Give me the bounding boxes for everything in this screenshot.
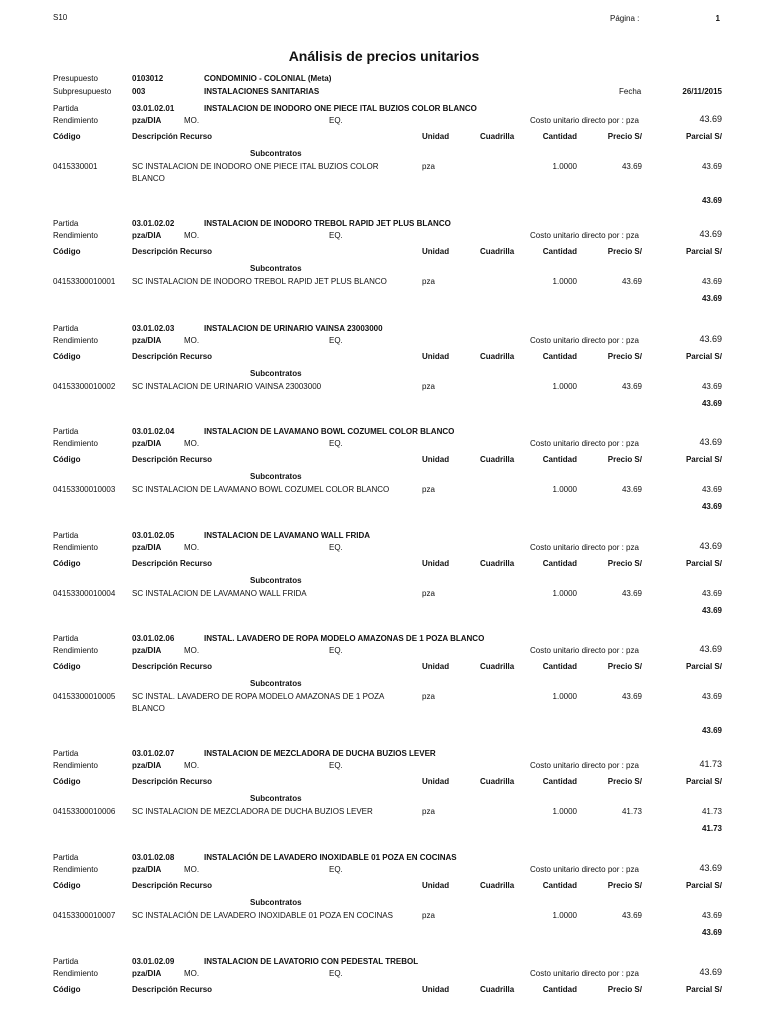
rendimiento-label: Rendimiento xyxy=(53,336,98,345)
col-codigo: Código xyxy=(53,455,81,464)
subcontratos-label: Subcontratos xyxy=(250,472,302,481)
col-cantidad: Cantidad xyxy=(542,132,577,141)
col-cuadrilla: Cuadrilla xyxy=(480,881,515,890)
resource-cantidad: 1.0000 xyxy=(552,911,577,920)
costo-unitario-label xyxy=(530,866,639,874)
col-precio: Precio S/ xyxy=(607,777,642,786)
resource-cantidad: 1.0000 xyxy=(552,277,577,286)
col-descripcion: Descripción Recurso xyxy=(132,881,213,890)
col-cuadrilla: Cuadrilla xyxy=(480,352,515,361)
col-parcial: Parcial S/ xyxy=(685,881,722,890)
col-unidad: Unidad xyxy=(422,455,450,464)
col-cantidad: Cantidad xyxy=(542,352,577,361)
col-descripcion: Descripción Recurso xyxy=(132,247,213,256)
col-cuadrilla: Cuadrilla xyxy=(480,985,515,994)
col-codigo: Código xyxy=(53,132,81,141)
resource-unit: pza xyxy=(422,589,435,598)
partida-title: INSTALACION DE LAVATORIO CON PEDESTAL TREBOL xyxy=(204,957,419,966)
col-codigo: Código xyxy=(53,247,81,256)
rendimiento-unit: pza/DIA xyxy=(132,865,162,874)
resource-unit: pza xyxy=(422,807,435,816)
costo-unitario-value: 43.69 xyxy=(699,334,722,344)
resource-description-cont: BLANCO xyxy=(132,704,165,713)
rendimiento-unit: pza/DIA xyxy=(132,761,162,770)
partida-label: Partida xyxy=(53,324,79,333)
partida-code: 03.01.02.07 xyxy=(132,749,175,758)
subcontratos-label: Subcontratos xyxy=(250,264,302,273)
col-codigo: Código xyxy=(53,881,81,890)
costo-unit: pza xyxy=(626,116,639,125)
rendimiento-unit: pza/DIA xyxy=(132,969,162,978)
partida-title: INSTALACIÓN DE LAVADERO INOXIDABLE 01 POZA EN COCINAS xyxy=(204,853,457,862)
partida-block xyxy=(0,325,768,425)
partida-code: 03.01.02.03 xyxy=(132,324,175,333)
costo-unit: pza xyxy=(626,543,639,552)
resource-parcial: 43.69 xyxy=(701,162,722,171)
resource-precio: 43.69 xyxy=(621,162,642,171)
col-unidad: Unidad xyxy=(422,881,450,890)
partida-label: Partida xyxy=(53,853,79,862)
partida-block xyxy=(0,958,768,1024)
costo-unitario-value: 43.69 xyxy=(699,229,722,239)
partida-block xyxy=(0,220,768,320)
resource-description: SC INSTALACION DE LAVAMANO BOWL COZUMEL COLOR BLANCO xyxy=(132,485,390,494)
resource-unit: pza xyxy=(422,162,435,171)
resource-precio: 43.69 xyxy=(621,589,642,598)
resource-code: 0415330001 xyxy=(53,162,98,171)
presupuesto-label: Presupuesto xyxy=(53,74,98,83)
col-unidad: Unidad xyxy=(422,559,450,568)
partida-title: INSTALACION DE MEZCLADORA DE DUCHA BUZIOS LEVER xyxy=(204,749,436,758)
resource-unit: pza xyxy=(422,911,435,920)
col-cantidad: Cantidad xyxy=(542,985,577,994)
rendimiento-label: Rendimiento xyxy=(53,969,98,978)
col-cuadrilla: Cuadrilla xyxy=(480,559,515,568)
resource-cantidad: 1.0000 xyxy=(552,692,577,701)
resource-code: 04153300010005 xyxy=(53,692,116,701)
partida-block xyxy=(0,428,768,528)
col-unidad: Unidad xyxy=(422,777,450,786)
resource-parcial: 41.73 xyxy=(701,807,722,816)
costo-prefix: Costo unitario directo por : xyxy=(530,336,627,345)
resource-parcial: 43.69 xyxy=(701,277,722,286)
costo-unitario-value: 43.69 xyxy=(699,644,722,654)
col-cantidad: Cantidad xyxy=(542,777,577,786)
costo-unitario-value: 43.69 xyxy=(699,437,722,447)
rendimiento-unit: pza/DIA xyxy=(132,439,162,448)
resource-unit: pza xyxy=(422,692,435,701)
costo-unitario-label xyxy=(530,762,639,770)
resource-cantidad: 1.0000 xyxy=(552,485,577,494)
partida-title: INSTAL. LAVADERO DE ROPA MODELO AMAZONAS DE 1 POZA BLANCO xyxy=(204,634,485,643)
rendimiento-unit: pza/DIA xyxy=(132,646,162,655)
resource-precio: 41.73 xyxy=(621,807,642,816)
partida-code: 03.01.02.05 xyxy=(132,531,175,540)
resource-unit: pza xyxy=(422,485,435,494)
costo-unitario-label xyxy=(530,440,639,448)
partida-title: INSTALACION DE INODORO ONE PIECE ITAL BUZIOS COLOR BLANCO xyxy=(204,104,477,113)
rendimiento-unit: pza/DIA xyxy=(132,231,162,240)
resource-code: 04153300010003 xyxy=(53,485,116,494)
costo-unit: pza xyxy=(626,439,639,448)
col-parcial: Parcial S/ xyxy=(685,985,722,994)
subpresupuesto-code: 003 xyxy=(132,87,146,96)
subcontratos-label: Subcontratos xyxy=(250,576,302,585)
col-parcial: Parcial S/ xyxy=(685,662,722,671)
costo-unitario-label xyxy=(530,544,639,552)
partida-label: Partida xyxy=(53,957,79,966)
resource-code: 04153300010007 xyxy=(53,911,116,920)
rendimiento-unit: pza/DIA xyxy=(132,543,162,552)
resource-parcial: 43.69 xyxy=(701,911,722,920)
partida-block xyxy=(0,750,768,850)
col-codigo: Código xyxy=(53,777,81,786)
col-cuadrilla: Cuadrilla xyxy=(480,662,515,671)
eq-label: EQ. xyxy=(329,116,343,125)
rendimiento-label: Rendimiento xyxy=(53,761,98,770)
col-precio: Precio S/ xyxy=(607,352,642,361)
partida-total: 43.69 xyxy=(701,502,722,511)
col-parcial: Parcial S/ xyxy=(685,455,722,464)
eq-label: EQ. xyxy=(329,865,343,874)
rendimiento-label: Rendimiento xyxy=(53,231,98,240)
col-descripcion: Descripción Recurso xyxy=(132,455,213,464)
partida-total: 41.73 xyxy=(701,824,722,833)
col-parcial: Parcial S/ xyxy=(685,132,722,141)
partida-title: INSTALACION DE LAVAMANO BOWL COZUMEL COLOR BLANCO xyxy=(204,427,455,436)
costo-unitario-value: 43.69 xyxy=(699,863,722,873)
presupuesto-name: CONDOMINIO - COLONIAL (Meta) xyxy=(204,74,332,83)
partida-label: Partida xyxy=(53,427,79,436)
resource-code: 04153300010004 xyxy=(53,589,116,598)
partida-code: 03.01.02.09 xyxy=(132,957,175,966)
resource-description: SC INSTALACIÓN DE LAVADERO INOXIDABLE 01 POZA EN COCINAS xyxy=(132,911,393,920)
mo-label: MO. xyxy=(184,439,200,448)
col-precio: Precio S/ xyxy=(607,455,642,464)
costo-prefix: Costo unitario directo por : xyxy=(530,543,627,552)
resource-description: SC INSTALACION DE INODORO TREBOL RAPID JET PLUS BLANCO xyxy=(132,277,387,286)
presupuesto-code: 0103012 xyxy=(132,74,164,83)
partida-label: Partida xyxy=(53,104,79,113)
col-precio: Precio S/ xyxy=(607,132,642,141)
costo-prefix: Costo unitario directo por : xyxy=(530,865,627,874)
eq-label: EQ. xyxy=(329,336,343,345)
resource-precio: 43.69 xyxy=(621,277,642,286)
mo-label: MO. xyxy=(184,543,200,552)
mo-label: MO. xyxy=(184,336,200,345)
eq-label: EQ. xyxy=(329,231,343,240)
col-cuadrilla: Cuadrilla xyxy=(480,455,515,464)
col-precio: Precio S/ xyxy=(607,662,642,671)
partida-title: INSTALACION DE INODORO TREBOL RAPID JET PLUS BLANCO xyxy=(204,219,451,228)
partida-block xyxy=(0,105,768,205)
eq-label: EQ. xyxy=(329,646,343,655)
subpresupuesto-label: Subpresupuesto xyxy=(53,87,112,96)
costo-unitario-value: 43.69 xyxy=(699,114,722,124)
costo-unit: pza xyxy=(626,336,639,345)
col-cantidad: Cantidad xyxy=(542,559,577,568)
costo-unit: pza xyxy=(626,761,639,770)
resource-description: SC INSTALACION DE LAVAMANO WALL FRIDA xyxy=(132,589,307,598)
system-label: S10 xyxy=(53,13,68,22)
subcontratos-label: Subcontratos xyxy=(250,369,302,378)
resource-code: 04153300010002 xyxy=(53,382,116,391)
costo-unitario-value: 43.69 xyxy=(699,967,722,977)
col-unidad: Unidad xyxy=(422,132,450,141)
rendimiento-unit: pza/DIA xyxy=(132,336,162,345)
partida-code: 03.01.02.01 xyxy=(132,104,175,113)
rendimiento-label: Rendimiento xyxy=(53,439,98,448)
resource-precio: 43.69 xyxy=(621,485,642,494)
resource-cantidad: 1.0000 xyxy=(552,807,577,816)
costo-unitario-label xyxy=(530,647,639,655)
partida-title: INSTALACION DE URINARIO VAINSA 23003000 xyxy=(204,324,383,333)
rendimiento-label: Rendimiento xyxy=(53,116,98,125)
partida-block xyxy=(0,854,768,954)
resource-precio: 43.69 xyxy=(621,911,642,920)
partida-block xyxy=(0,635,768,735)
costo-prefix: Costo unitario directo por : xyxy=(530,646,627,655)
partida-total: 43.69 xyxy=(701,606,722,615)
partida-label: Partida xyxy=(53,634,79,643)
rendimiento-label: Rendimiento xyxy=(53,543,98,552)
col-parcial: Parcial S/ xyxy=(685,777,722,786)
col-precio: Precio S/ xyxy=(607,881,642,890)
col-codigo: Código xyxy=(53,985,81,994)
costo-prefix: Costo unitario directo por : xyxy=(530,116,627,125)
subcontratos-label: Subcontratos xyxy=(250,898,302,907)
col-precio: Precio S/ xyxy=(607,559,642,568)
resource-parcial: 43.69 xyxy=(701,692,722,701)
subpresupuesto-name: INSTALACIONES SANITARIAS xyxy=(204,87,320,96)
col-codigo: Código xyxy=(53,559,81,568)
costo-prefix: Costo unitario directo por : xyxy=(530,231,627,240)
eq-label: EQ. xyxy=(329,439,343,448)
resource-parcial: 43.69 xyxy=(701,485,722,494)
col-parcial: Parcial S/ xyxy=(685,247,722,256)
partida-code: 03.01.02.06 xyxy=(132,634,175,643)
partida-title: INSTALACION DE LAVAMANO WALL FRIDA xyxy=(204,531,371,540)
resource-code: 04153300010001 xyxy=(53,277,116,286)
subcontratos-label: Subcontratos xyxy=(250,679,302,688)
col-descripcion: Descripción Recurso xyxy=(132,132,213,141)
col-descripcion: Descripción Recurso xyxy=(132,352,213,361)
costo-unitario-value: 43.69 xyxy=(699,541,722,551)
col-unidad: Unidad xyxy=(422,247,450,256)
col-codigo: Código xyxy=(53,352,81,361)
col-unidad: Unidad xyxy=(422,662,450,671)
costo-unitario-value: 41.73 xyxy=(699,759,722,769)
subcontratos-label: Subcontratos xyxy=(250,794,302,803)
col-cantidad: Cantidad xyxy=(542,662,577,671)
resource-cantidad: 1.0000 xyxy=(552,382,577,391)
costo-prefix: Costo unitario directo por : xyxy=(530,761,627,770)
costo-unitario-label xyxy=(530,232,639,240)
resource-unit: pza xyxy=(422,382,435,391)
mo-label: MO. xyxy=(184,761,200,770)
col-cuadrilla: Cuadrilla xyxy=(480,132,515,141)
resource-description: SC INSTALACION DE INODORO ONE PIECE ITAL BUZIOS COLOR xyxy=(132,162,379,171)
col-codigo: Código xyxy=(53,662,81,671)
resource-cantidad: 1.0000 xyxy=(552,162,577,171)
partida-code: 03.01.02.02 xyxy=(132,219,175,228)
eq-label: EQ. xyxy=(329,761,343,770)
partida-total: 43.69 xyxy=(701,399,722,408)
mo-label: MO. xyxy=(184,969,200,978)
col-cuadrilla: Cuadrilla xyxy=(480,247,515,256)
resource-parcial: 43.69 xyxy=(701,382,722,391)
resource-code: 04153300010006 xyxy=(53,807,116,816)
subcontratos-label: Subcontratos xyxy=(250,149,302,158)
col-unidad: Unidad xyxy=(422,352,450,361)
col-descripcion: Descripción Recurso xyxy=(132,559,213,568)
page-label: Página : xyxy=(610,14,640,23)
costo-unitario-label xyxy=(530,117,639,125)
costo-prefix: Costo unitario directo por : xyxy=(530,439,627,448)
partida-total: 43.69 xyxy=(701,928,722,937)
col-descripcion: Descripción Recurso xyxy=(132,985,213,994)
partida-total: 43.69 xyxy=(701,196,722,205)
costo-unit: pza xyxy=(626,231,639,240)
eq-label: EQ. xyxy=(329,969,343,978)
page-title: Análisis de precios unitarios xyxy=(288,48,480,64)
rendimiento-label: Rendimiento xyxy=(53,646,98,655)
costo-unitario-label xyxy=(530,970,639,978)
costo-unit: pza xyxy=(626,969,639,978)
rendimiento-label: Rendimiento xyxy=(53,865,98,874)
col-parcial: Parcial S/ xyxy=(685,352,722,361)
col-precio: Precio S/ xyxy=(607,985,642,994)
resource-parcial: 43.69 xyxy=(701,589,722,598)
page-number: 1 xyxy=(715,14,720,23)
costo-unit: pza xyxy=(626,865,639,874)
col-cantidad: Cantidad xyxy=(542,247,577,256)
mo-label: MO. xyxy=(184,646,200,655)
col-descripcion: Descripción Recurso xyxy=(132,662,213,671)
col-cuadrilla: Cuadrilla xyxy=(480,777,515,786)
fecha-label: Fecha xyxy=(619,87,642,96)
partida-label: Partida xyxy=(53,219,79,228)
partida-code: 03.01.02.04 xyxy=(132,427,175,436)
col-unidad: Unidad xyxy=(422,985,450,994)
partida-code: 03.01.02.08 xyxy=(132,853,175,862)
resource-unit: pza xyxy=(422,277,435,286)
resource-precio: 43.69 xyxy=(621,692,642,701)
costo-unitario-label xyxy=(530,337,639,345)
partida-label: Partida xyxy=(53,531,79,540)
resource-cantidad: 1.0000 xyxy=(552,589,577,598)
partida-label: Partida xyxy=(53,749,79,758)
partida-total: 43.69 xyxy=(701,294,722,303)
partida-total: 43.69 xyxy=(701,726,722,735)
col-precio: Precio S/ xyxy=(607,247,642,256)
mo-label: MO. xyxy=(184,116,200,125)
partida-block xyxy=(0,532,768,632)
col-cantidad: Cantidad xyxy=(542,455,577,464)
resource-description-cont: BLANCO xyxy=(132,174,165,183)
costo-unit: pza xyxy=(626,646,639,655)
col-parcial: Parcial S/ xyxy=(685,559,722,568)
resource-precio: 43.69 xyxy=(621,382,642,391)
resource-description: SC INSTAL. LAVADERO DE ROPA MODELO AMAZONAS DE 1 POZA xyxy=(132,692,385,701)
resource-description: SC INSTALACION DE MEZCLADORA DE DUCHA BUZIOS LEVER xyxy=(132,807,373,816)
col-descripcion: Descripción Recurso xyxy=(132,777,213,786)
rendimiento-unit: pza/DIA xyxy=(132,116,162,125)
eq-label: EQ. xyxy=(329,543,343,552)
fecha-value: 26/11/2015 xyxy=(682,87,722,96)
resource-description: SC INSTALACION DE URINARIO VAINSA 23003000 xyxy=(132,382,322,391)
mo-label: MO. xyxy=(184,865,200,874)
col-cantidad: Cantidad xyxy=(542,881,577,890)
mo-label: MO. xyxy=(184,231,200,240)
costo-prefix: Costo unitario directo por : xyxy=(530,969,627,978)
